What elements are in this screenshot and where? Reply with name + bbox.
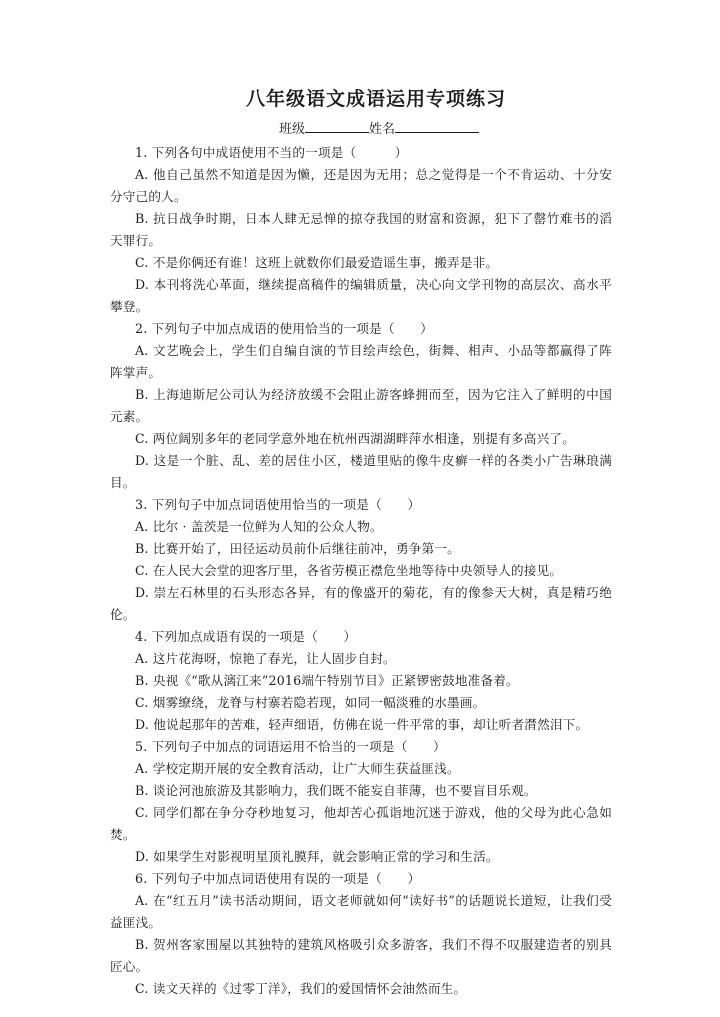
question-6-option-a: A. 在“红五月”读书活动期间，语文老师就如何“读好书”的话题说长道短，让我们受益匪浅。 [110, 893, 612, 930]
name-label: 姓名 [369, 122, 396, 137]
question-5-option-b: B. 谈论河池旅游及其影响力，我们既不能妄自菲薄，也不要盲目乐观。 [135, 783, 537, 798]
question-5-option-c: C. 同学们都在争分夺秒地复习，他却苦心孤诣地沉迷于游戏，他的父母为此心急如焚。 [110, 805, 612, 842]
class-blank [305, 118, 369, 133]
question-2-option-c: C. 两位阔别多年的老同学意外地在杭州西湖湖畔萍水相逢，别提有多高兴了。 [135, 431, 575, 446]
question-6-stem: 6. 下列句子中加点词语使用有误的一项是（ ） [135, 871, 421, 886]
question-2-option-a: A. 文艺晚会上，学生们自编自演的节目绘声绘色，街舞、相声、小品等都赢得了阵阵掌声。 [110, 343, 612, 380]
question-1-option-a: A. 他自己虽然不知道是因为懒，还是因为无用；总之觉得是一个不肯运动、十分安分守己的人。 [110, 167, 612, 204]
question-1-option-b: B. 抗日战争时期，日本人肆无忌惮的掠夺我国的财富和资源，犯下了罄竹难书的滔天罪行。 [110, 211, 612, 248]
class-label: 班级 [278, 122, 305, 137]
question-2-stem: 2. 下列句子中加点成语的使用恰当的一项是（ ） [135, 321, 434, 336]
question-3-option-c: C. 在人民大会堂的迎客厅里，各省劳模正襟危坐地等待中央领导人的接见。 [135, 563, 563, 578]
question-3-option-a: A. 比尔 · 盖茨是一位鲜为人知的公众人物。 [135, 519, 383, 534]
question-2-option-d: D. 这是一个脏、乱、差的居住小区，楼道里贴的像牛皮癣一样的各类小广告琳琅满目。 [110, 453, 612, 490]
question-1-option-c: C. 不是你俩还有谁！这班上就数你们最爱造谣生事，搬弄是非。 [135, 255, 499, 270]
document-title: 八年级语文成语运用专项练习 [245, 88, 506, 110]
question-5-stem: 5. 下列句子中加点的词语运用不恰当的一项是（ ） [135, 739, 446, 754]
question-1-stem: 1. 下列各句中成语使用不当的一项是（ ） [135, 145, 408, 160]
question-3-stem: 3. 下列句子中加点词语使用恰当的一项是（ ） [135, 497, 421, 512]
question-1-option-d: D. 本刊将洗心革面，继续提高稿件的编辑质量，决心向文学刊物的高层次、高水平攀登。 [110, 277, 612, 314]
question-4-option-a: A. 这片花海呀，惊艳了春光，让人固步自封。 [135, 651, 396, 666]
question-6-option-b: B. 贺州客家围屋以其独特的建筑风格吸引众多游客，我们不得不叹服建造者的别具匠心。 [110, 937, 612, 974]
question-3-option-d: D. 崇左石林里的石头形态各异，有的像盛开的菊花，有的像参天大树，真是精巧绝伦。 [110, 585, 612, 622]
question-5-option-a: A. 学校定期开展的安全教育活动，让广大师生获益匪浅。 [135, 761, 460, 776]
question-5-option-d: D. 如果学生对影视明星顶礼膜拜，就会影响正常的学习和生活。 [135, 849, 499, 864]
question-4-option-c: C. 烟雾缭绕，龙脊与村寨若隐若现，如同一幅淡雅的水墨画。 [135, 695, 486, 710]
question-4-option-d: D. 他说起那年的苦难，轻声细语，仿佛在说一件平常的事，却让听者潸然泪下。 [135, 717, 589, 732]
question-4-stem: 4. 下列加点成语有误的一项是（ ） [135, 629, 357, 644]
question-6-option-c: C. 读文天祥的《过零丁洋》，我们的爱国情怀会油然而生。 [135, 981, 467, 996]
question-2-option-b: B. 上海迪斯尼公司认为经济放缓不会阻止游客蜂拥而至，因为它注入了鲜明的中国元素。 [110, 387, 612, 424]
student-info-line [146, 118, 612, 140]
question-3-option-b: B. 比赛开始了，田径运动员前仆后继往前冲，勇争第一。 [135, 541, 460, 556]
name-blank [395, 118, 479, 133]
question-4-option-b: B. 央视《“歌从漓江来”2016端午特别节目》正紧锣密鼓地准备着。 [135, 673, 519, 688]
